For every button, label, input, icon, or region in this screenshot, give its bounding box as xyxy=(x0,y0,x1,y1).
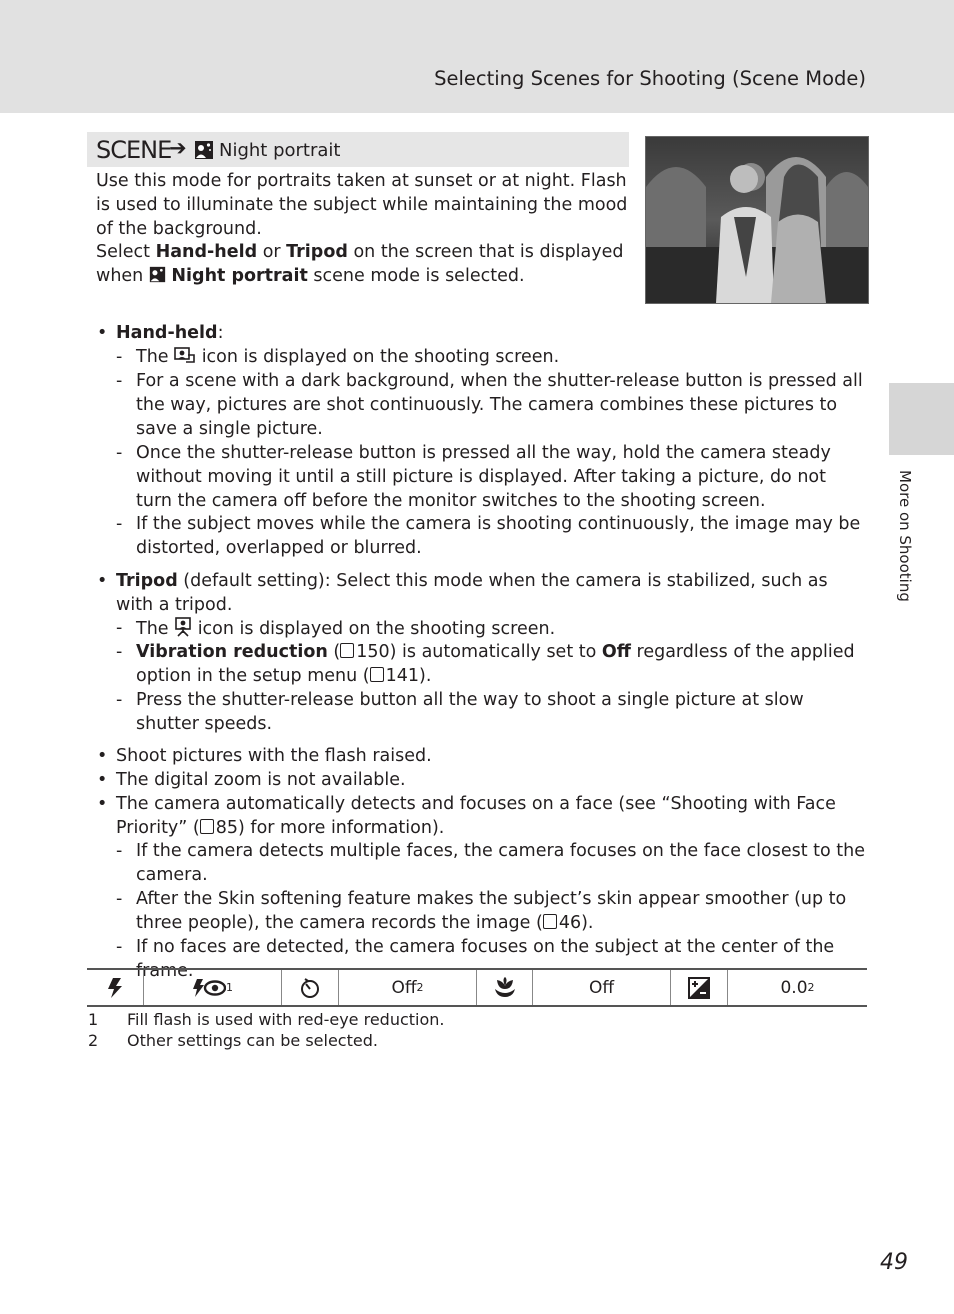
self-timer-cell xyxy=(282,970,339,1005)
side-tab xyxy=(889,383,954,455)
text-span: (default setting): Select this mode when the camera is stabilized, such as with a tripod. xyxy=(116,571,828,615)
list-item: - After the Skin softening feature makes the subject’s skin appear smoother (up to three people), the camera records the image ( 46). xyxy=(116,889,847,933)
footnote xyxy=(88,1031,378,1050)
text-span: ) for more information). xyxy=(238,817,445,838)
book-reference-icon xyxy=(340,643,354,658)
bullet: • xyxy=(97,571,108,591)
intro-text-span: on the screen that is displayed when xyxy=(96,242,624,287)
page-number: 49 xyxy=(880,1250,908,1275)
text-span: The digital zoom is not available. xyxy=(116,770,406,790)
text-span: Press the shutter-release button all the way to shoot a single picture at slow shutter speeds. xyxy=(136,690,804,734)
list-item xyxy=(97,769,866,793)
footnote xyxy=(88,1010,445,1029)
self-timer-icon xyxy=(299,977,321,999)
footnote-number: 1 xyxy=(88,1010,99,1029)
exposure-compensation-icon xyxy=(688,977,710,999)
handheld-mode-icon xyxy=(174,346,196,364)
list-item xyxy=(97,322,866,346)
list-item: - If the subject moves while the camera is shooting continuously, the image may be distorted, overlapped or blurred. xyxy=(116,514,861,558)
exposure-compensation-cell xyxy=(671,970,728,1005)
bullet: • xyxy=(97,794,108,814)
handheld-term: Hand-held xyxy=(155,242,258,263)
list-item: - For a scene with a dark background, when the shutter-release button is pressed all the way, pictures are shot continuously. The camera combines these pictures to save a single picture. xyxy=(116,371,863,439)
footnote-text: Other settings can be selected. xyxy=(127,1031,378,1050)
book-reference-icon xyxy=(370,667,384,682)
text-span: If no faces are detected, the camera focuses on the subject at the center of the frame. xyxy=(136,937,835,981)
list-item xyxy=(97,745,866,769)
handheld-heading: Hand-held xyxy=(116,323,218,343)
list-item xyxy=(97,570,866,618)
bullet: • xyxy=(97,770,108,790)
intro-text xyxy=(96,170,636,289)
night-portrait-icon xyxy=(149,266,166,283)
bullet: • xyxy=(97,746,108,766)
text-span: ) is automatically set to xyxy=(389,642,602,662)
night-portrait-term: Night portrait xyxy=(171,266,308,287)
text-span: If the camera detects multiple faces, the camera focuses on the face closest to the camera. xyxy=(136,841,866,885)
flash-value-cell: 1 xyxy=(144,970,282,1005)
text-span: After the Skin softening feature makes the subject’s skin appear smoother (up to three people), the camera records the image ( xyxy=(136,889,847,933)
text-span: The camera automatically detects and focuses on a face (see “Shooting with Face Priority” ( xyxy=(116,794,836,838)
macro-icon xyxy=(493,977,517,999)
header-title: Selecting Scenes for Shooting (Scene Mode) xyxy=(434,67,866,90)
text-span: ). xyxy=(581,912,594,933)
sample-photo xyxy=(645,136,869,304)
footnote-number: 2 xyxy=(88,1031,99,1050)
intro-text-span: or xyxy=(257,242,287,263)
text-span: Shoot pictures with the flash raised. xyxy=(116,746,432,766)
text-span: If the subject moves while the camera is shooting continuously, the image may be distorted, overlapped or blurred. xyxy=(136,514,861,558)
list-item: - Press the shutter-release button all the way to shoot a single picture at slow shutter speeds. xyxy=(116,690,804,734)
red-eye-flash-icon xyxy=(192,978,226,998)
page-reference: 85 xyxy=(215,817,239,838)
exposure-value: 0.0 xyxy=(780,977,808,998)
macro-cell xyxy=(477,970,533,1005)
intro-paragraph-2 xyxy=(96,241,636,289)
self-timer-value-cell: Off 2 xyxy=(339,970,477,1005)
list-item: - Vibration reduction ( 150) is automatically set to Off regardless of the applied option in the setup menu ( 141). xyxy=(116,642,855,686)
off-term: Off xyxy=(601,642,631,662)
tripod-mode-icon xyxy=(174,617,192,637)
intro-text-span: Select xyxy=(96,242,156,263)
tripod-term: Tripod xyxy=(286,242,348,263)
flash-icon xyxy=(107,978,123,998)
page-reference: 46 xyxy=(558,912,582,933)
list-item: - The icon is displayed on the shooting screen. xyxy=(116,618,556,639)
colon: : xyxy=(217,323,224,343)
text-span: For a scene with a dark background, when the shutter-release button is pressed all the way, pictures are shot continuously. The camera combines these pictures to save a single picture. xyxy=(136,371,863,439)
side-tab-label: More on Shooting xyxy=(896,470,914,602)
footnote-text: Fill flash is used with red-eye reduction. xyxy=(127,1010,445,1029)
arrow-icon: ➔ xyxy=(169,136,187,160)
section-title-bar xyxy=(87,132,629,167)
flash-mode-cell xyxy=(87,970,144,1005)
self-timer-value: Off xyxy=(391,977,417,998)
macro-value: Off xyxy=(588,977,615,998)
list-item: - Once the shutter-release button is pressed all the way, hold the camera steady without moving it until a still picture is displayed. After taking a picture, do not turn the camera off before the monitor switches to the shooting screen. xyxy=(116,443,831,511)
bullet: • xyxy=(97,323,108,343)
book-reference-icon xyxy=(543,914,557,929)
text-span: regardless of the applied option in the setup menu ( xyxy=(136,642,855,686)
list-item: - The icon is displayed on the shooting screen. xyxy=(116,347,560,367)
text-span: Once the shutter-release button is pressed all the way, hold the camera steady without moving it until a still picture is displayed. After taking a picture, do not turn the camera off before the monitor switches to the shooting screen. xyxy=(136,443,831,511)
scene-mode-label: SCENE xyxy=(96,136,172,164)
text-span: ). xyxy=(419,665,432,686)
page-header xyxy=(0,0,954,113)
list-item: - If the camera detects multiple faces, the camera focuses on the face closest to the camera. xyxy=(116,841,866,885)
text-span: The xyxy=(136,619,175,639)
list-item xyxy=(97,793,868,841)
text-span: icon is displayed on the shooting screen. xyxy=(196,347,560,367)
intro-paragraph-1: Use this mode for portraits taken at sunset or at night. Flash is used to illuminate the subject while maintaining the mood of the background. xyxy=(96,171,628,239)
page-reference: 150 xyxy=(356,642,390,662)
book-reference-icon xyxy=(200,819,214,834)
exposure-value-cell: 0.0 2 xyxy=(780,977,815,998)
section-title: Night portrait xyxy=(219,140,341,161)
page-reference: 141 xyxy=(385,665,419,686)
intro-text-span: scene mode is selected. xyxy=(307,266,525,287)
text-span: icon is displayed on the shooting screen. xyxy=(192,619,556,639)
vibration-reduction-term: Vibration reduction xyxy=(136,642,328,662)
tripod-heading: Tripod xyxy=(116,571,178,591)
list-item: - If no faces are detected, the camera focuses on the subject at the center of the frame. xyxy=(116,937,835,981)
night-portrait-icon xyxy=(194,140,214,164)
text-span: The xyxy=(136,347,175,367)
text-span: ( xyxy=(327,642,341,662)
settings-table xyxy=(87,968,867,1007)
macro-value-cell xyxy=(533,970,671,1005)
